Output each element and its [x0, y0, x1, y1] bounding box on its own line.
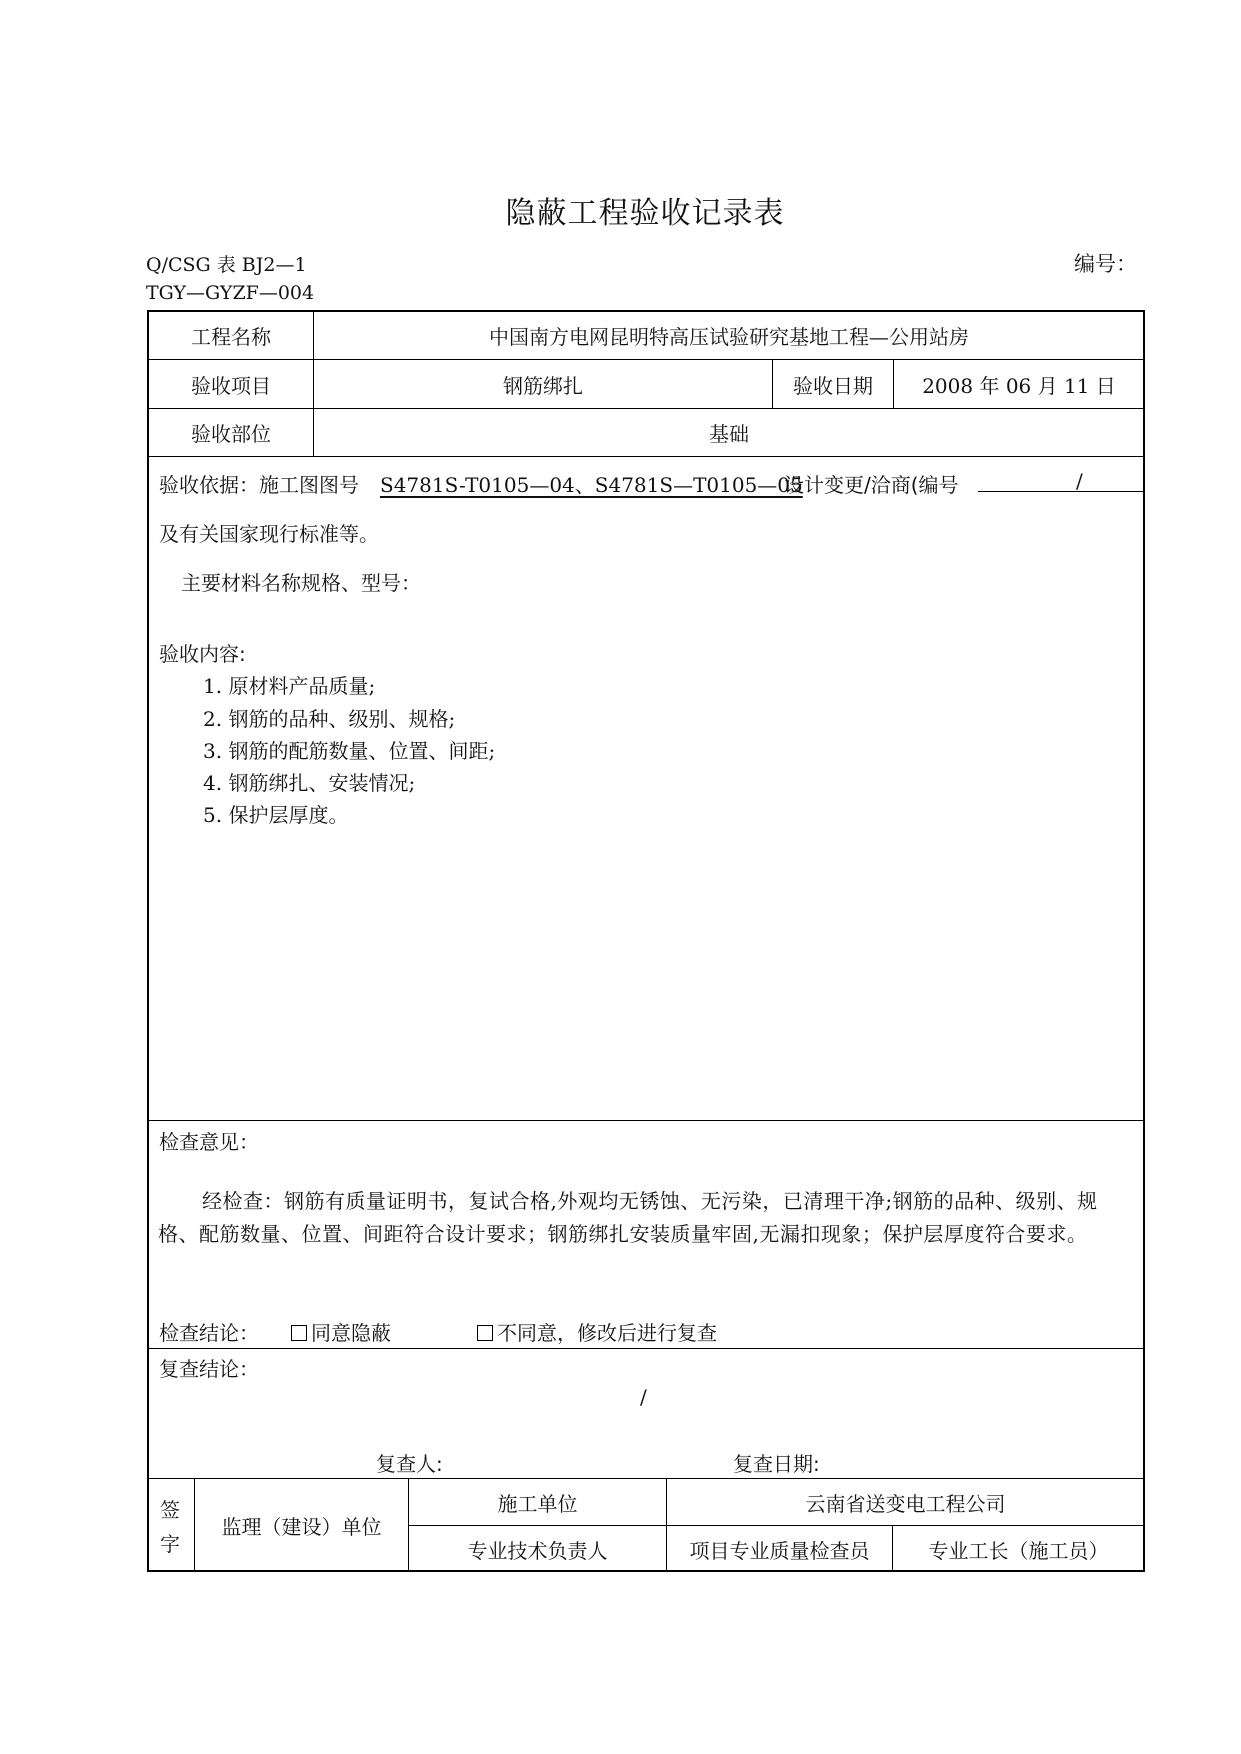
option-agree-label: 同意隐蔽: [311, 1321, 391, 1345]
content-item: 3. 钢筋的配筋数量、位置、间距;: [203, 739, 496, 763]
option-agree[interactable]: [291, 1317, 391, 1346]
inspection-item-label: 验收项目: [191, 373, 271, 398]
content-item: 5. 保护层厚度。: [203, 803, 349, 827]
opinion-text: [158, 1185, 1136, 1251]
construction-unit-value: 云南省送变电工程公司: [805, 1491, 1006, 1516]
row-divider: [147, 456, 1145, 457]
inspection-item-value: 钢筋绑扎: [503, 373, 583, 398]
quality-inspector-label: 项目专业质量检查员: [689, 1538, 870, 1563]
content-item: 1. 原材料产品质量;: [203, 674, 376, 698]
conclusion-label: 检查结论：: [159, 1321, 259, 1345]
standards-text: 及有关国家现行标准等。: [159, 522, 379, 546]
foreman-label: 专业工长（施工员）: [928, 1538, 1109, 1563]
recheck-date-label: 复查日期:: [733, 1452, 820, 1476]
opinion-label: 检查意见：: [159, 1130, 259, 1154]
sign-label-1: 签: [160, 1498, 180, 1522]
project-name-label: 工程名称: [191, 325, 271, 349]
sign-label-2: 字: [160, 1532, 180, 1556]
inspection-part-value: 基础: [709, 422, 749, 446]
record-code: TGY—GYZF—004: [146, 282, 315, 304]
materials-label: 主要材料名称规格、型号：: [181, 571, 421, 595]
inspection-date-label: 验收日期: [793, 373, 873, 398]
project-name-value: 中国南方电网昆明特高压试验研究基地工程—公用站房: [489, 325, 969, 349]
design-change-value: /: [1076, 469, 1083, 493]
record-table: [147, 310, 1145, 1572]
inspection-part-label: 验收部位: [191, 422, 271, 446]
checkbox-icon[interactable]: [291, 1325, 307, 1341]
option-disagree-label: 不同意，修改后进行复查: [497, 1321, 717, 1345]
standard-code: Q/CSG 表 BJ2—1: [146, 254, 307, 276]
construction-unit-label: 施工单位: [497, 1491, 578, 1516]
recheck-value: /: [640, 1385, 647, 1409]
option-disagree[interactable]: [477, 1317, 717, 1346]
design-change-label: 设计变更/洽商(编号: [784, 473, 959, 497]
drawing-numbers: S4781S-T0105—04、S4781S—T0105—05: [380, 473, 803, 497]
row-divider: [147, 1120, 1145, 1121]
content-item: 2. 钢筋的品种、级别、规格;: [203, 707, 456, 731]
content-item: 4. 钢筋绑扎、安装情况;: [203, 771, 416, 795]
page-title: 隐蔽工程验收记录表: [505, 196, 785, 231]
opinion-text-body: 经检查：钢筋有质量证明书，复试合格,外观均无锈蚀、无污染，已清理干净;钢筋的品种、级别、规格、配筋数量、位置、间距符合设计要求；钢筋绑扎安装质量牢固,无漏扣现象；保护层厚度符合要求。: [158, 1189, 1098, 1246]
content-label: 验收内容:: [159, 642, 246, 666]
checkbox-icon[interactable]: [477, 1325, 493, 1341]
supervisor-label: 监理（建设）单位: [221, 1515, 382, 1539]
recheck-label: 复查结论：: [159, 1357, 259, 1381]
tech-lead-label: 专业技术负责人: [467, 1538, 608, 1563]
row-divider: [147, 1348, 1145, 1349]
inspection-date-value: 2008 年 06 月 11 日: [922, 373, 1116, 398]
reviewer-label: 复查人:: [376, 1452, 443, 1476]
design-change-underline: [978, 491, 1145, 492]
number-label: 编号：: [1074, 252, 1137, 276]
basis-label: 验收依据：施工图图号: [159, 473, 359, 497]
